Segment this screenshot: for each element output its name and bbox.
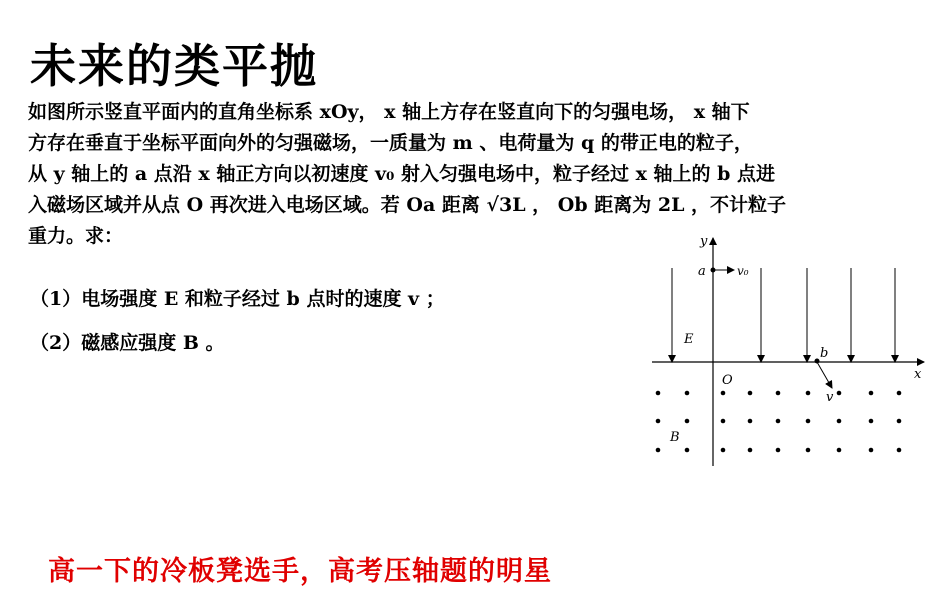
field-dot (721, 391, 726, 396)
field-dot (837, 391, 842, 396)
field-dot (806, 391, 811, 396)
field-dot (837, 419, 842, 424)
field-dot (656, 448, 661, 453)
field-dot (776, 419, 781, 424)
field-dot (837, 448, 842, 453)
field-dot (685, 448, 690, 453)
question-1: （1）电场强度 E 和粒子经过 b 点时的速度 v ； (30, 288, 445, 310)
point-a-label: a (698, 264, 706, 279)
field-dot (897, 391, 902, 396)
problem-line: 方存在垂直于坐标平面向外的匀强磁场，一质量为 m 、电荷量为 q 的带正电的粒子， (28, 132, 753, 154)
field-dot (685, 391, 690, 396)
point-b-label: b (820, 346, 829, 361)
field-dot (806, 419, 811, 424)
origin-label: O (722, 373, 733, 388)
velocity-b-arrow (817, 362, 832, 388)
field-dot (776, 448, 781, 453)
field-dot (869, 419, 874, 424)
field-dot (748, 391, 753, 396)
field-dot (748, 419, 753, 424)
field-dot (721, 448, 726, 453)
page-title: 未来的类平抛 (30, 39, 318, 93)
problem-line: 入磁场区域并从点 O 再次进入电场区域。若 Oa 距离 √3L ， Ob 距离为 2L ，不计粒子 (28, 194, 787, 216)
field-dot (685, 419, 690, 424)
electric-field-label: E (684, 332, 694, 347)
problem-line: 从 y 轴上的 a 点沿 x 轴正方向以初速度 v₀ 射入匀强电场中，粒子经过 x 轴上的 b 点进 (28, 163, 776, 185)
field-dot (897, 448, 902, 453)
problem-line: 如图所示竖直平面内的直角坐标系 xOy， x 轴上方存在竖直向下的匀强电场， x 轴下 (28, 101, 750, 123)
field-dot (776, 391, 781, 396)
field-dot (656, 391, 661, 396)
velocity-b-label: v (826, 390, 834, 405)
field-dot (721, 419, 726, 424)
question-2: （2）磁感应强度 B 。 (30, 332, 225, 354)
field-dot (748, 448, 753, 453)
physics-diagram (640, 230, 930, 470)
magnetic-field-label: B (670, 430, 680, 445)
problem-line: 重力。求： (28, 225, 124, 247)
footer-slogan: 高一下的冷板凳选手，高考压轴题的明星 (48, 556, 552, 587)
magnetic-field-dots (656, 391, 902, 453)
problem-statement (28, 97, 918, 252)
field-dot (869, 448, 874, 453)
initial-velocity-label: v₀ (737, 264, 749, 278)
field-dot (869, 391, 874, 396)
field-dot (656, 419, 661, 424)
x-axis-label: x (914, 367, 922, 382)
y-axis-label: y (700, 234, 708, 249)
field-dot (897, 419, 902, 424)
field-dot (806, 448, 811, 453)
